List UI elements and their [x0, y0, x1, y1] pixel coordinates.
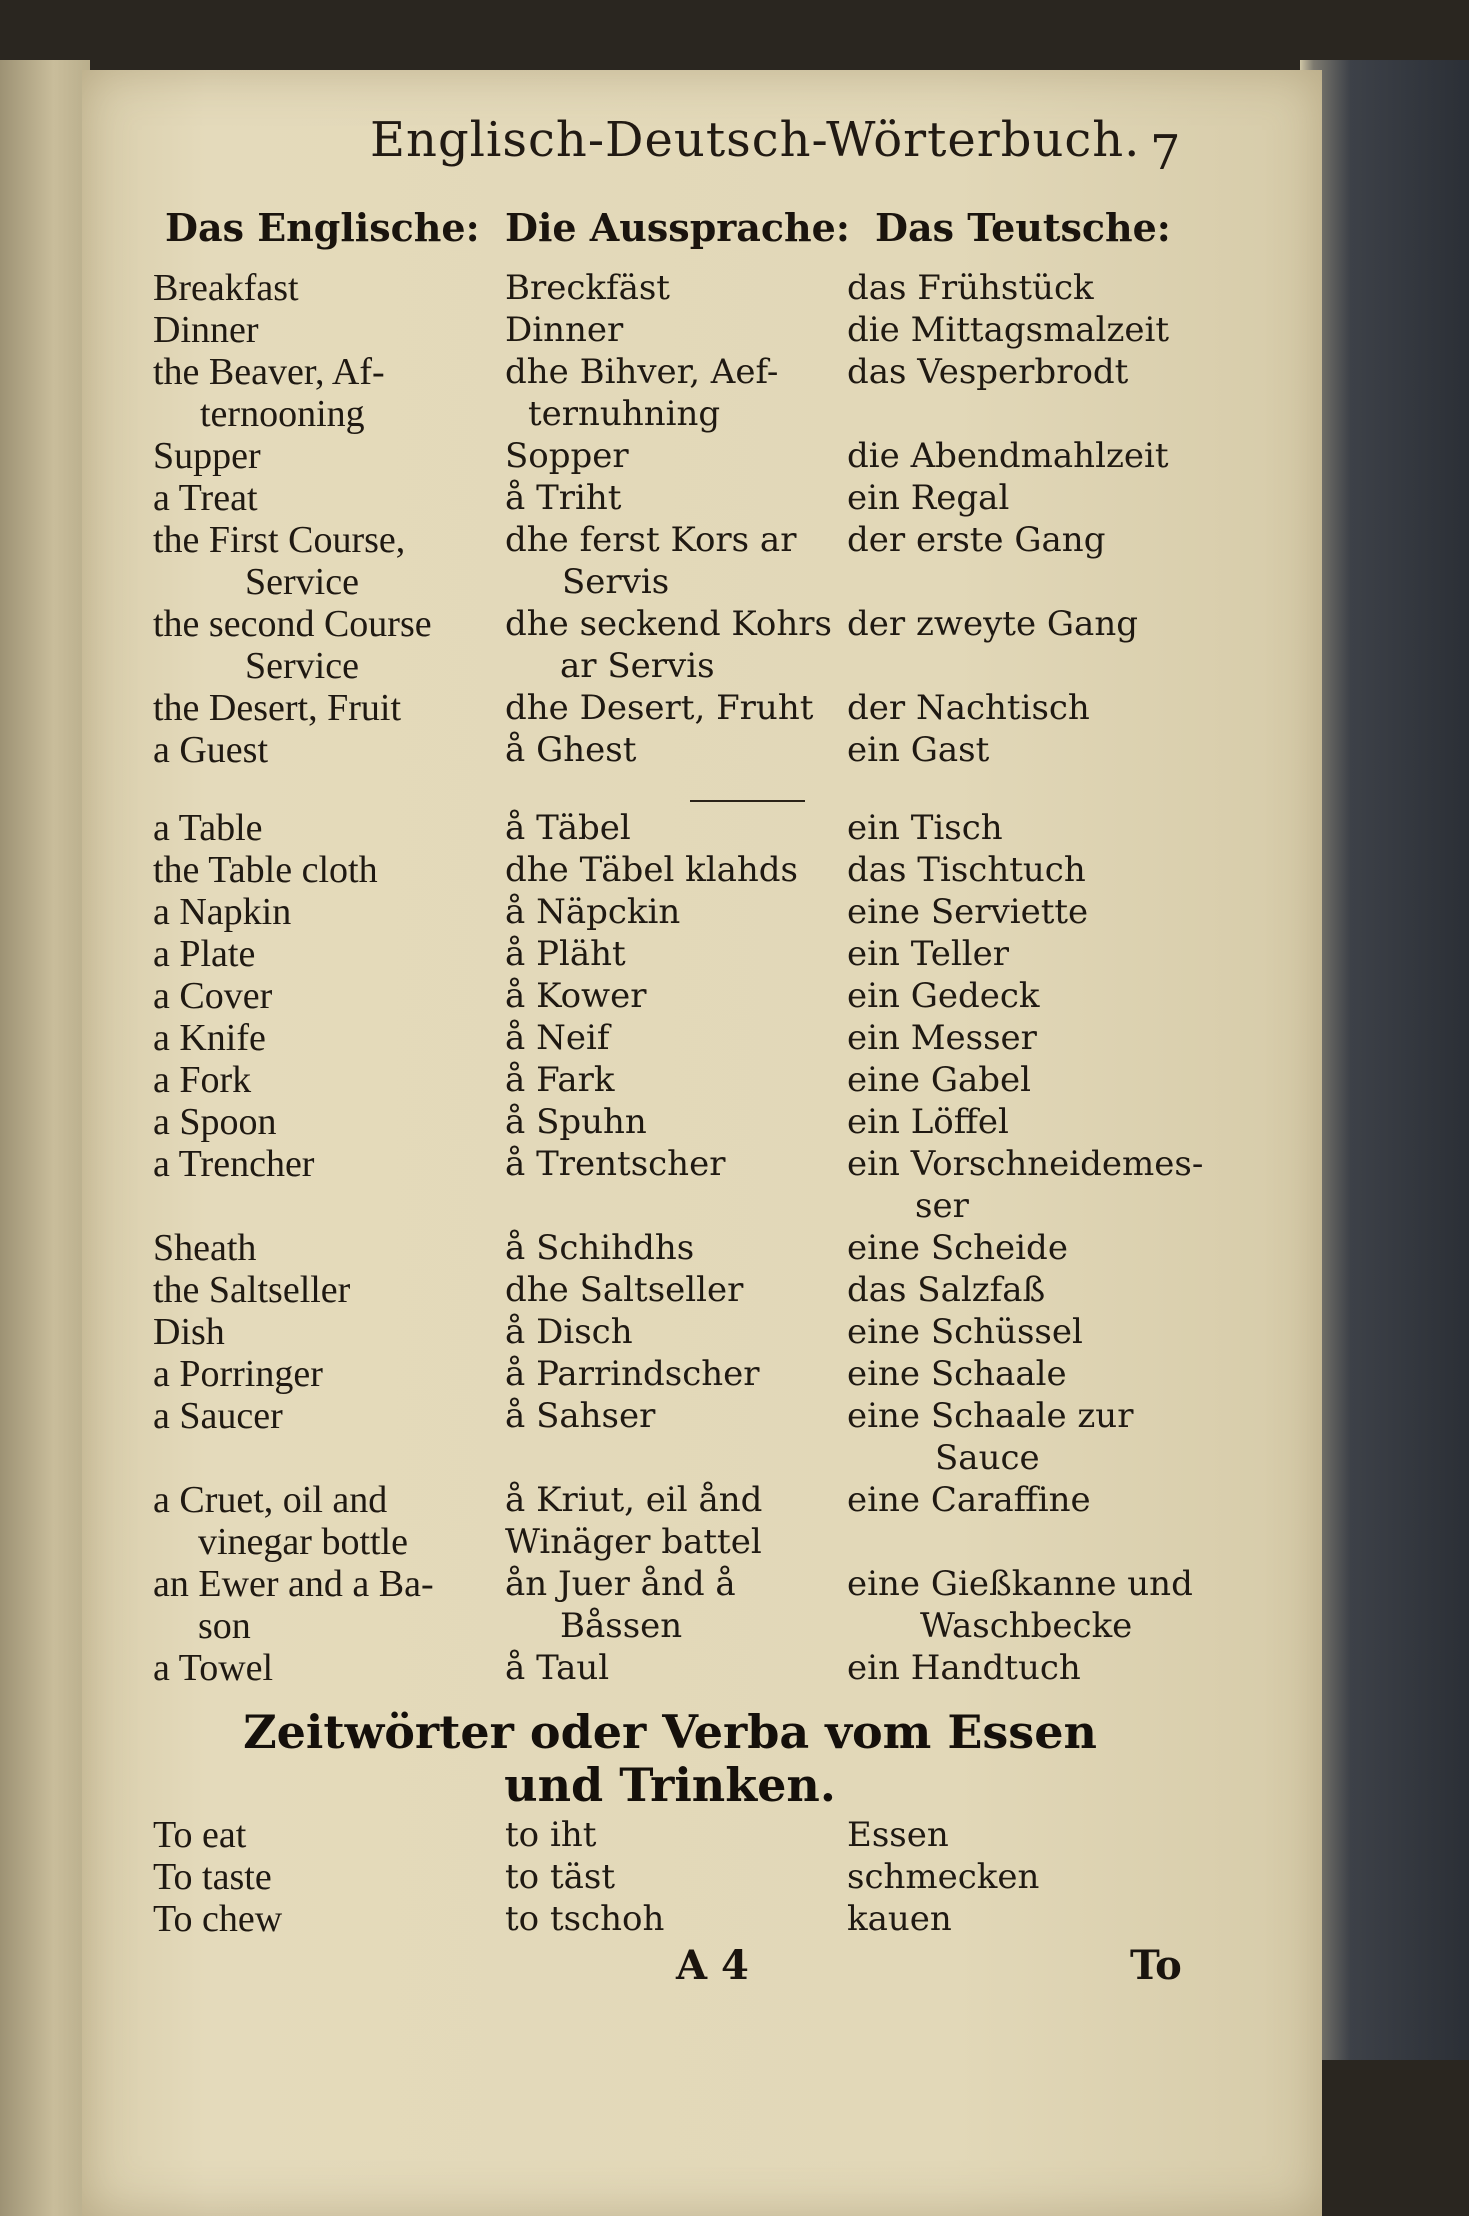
entry-pronunciation: å Sahser — [505, 1396, 656, 1436]
entry-pronunciation: dhe Täbel klahds — [505, 850, 798, 890]
entry-english: a Table — [153, 807, 263, 849]
entry-pronunciation: å Näpckin — [505, 892, 681, 932]
entry-english: the Beaver, Af- — [153, 351, 385, 393]
entry-english: a Porringer — [153, 1353, 323, 1395]
entry-german: das Salzfaß — [847, 1270, 1046, 1310]
entry-pronunciation: å Neif — [505, 1018, 610, 1058]
previous-page-edge — [0, 60, 90, 2216]
entry-pronunciation: å Pläht — [505, 934, 626, 974]
entry-pronunciation: å Taul — [505, 1648, 610, 1688]
entry-pronunciation: ån Juer ånd å — [505, 1564, 736, 1604]
column-head-pronunciation: Die Aussprache: — [505, 205, 850, 250]
book-cover-edge — [1300, 60, 1469, 2060]
entry-english: a Cruet, oil and — [153, 1479, 388, 1521]
entry-german: die Abendmahlzeit — [847, 436, 1169, 476]
entry-german: eine Schüssel — [847, 1312, 1083, 1352]
entry-pronunciation: ar Servis — [560, 646, 715, 686]
signature-mark: A 4 — [676, 1942, 749, 1989]
entry-english: son — [198, 1605, 251, 1647]
entry-german: eine Schaale zur — [847, 1396, 1134, 1436]
entry-german: ein Tisch — [847, 808, 1003, 848]
verb-german: schmecken — [847, 1857, 1040, 1897]
entry-english: the Saltseller — [153, 1269, 351, 1311]
entry-german: der erste Gang — [847, 520, 1106, 560]
entry-pronunciation: å Kower — [505, 976, 647, 1016]
entry-german: das Vesperbrodt — [847, 352, 1129, 392]
entry-pronunciation: å Triht — [505, 478, 622, 518]
entry-english: a Treat — [153, 477, 258, 519]
entry-pronunciation: Breckfäst — [505, 268, 670, 308]
entry-german: ein Löffel — [847, 1102, 1009, 1142]
section-title-line2: und Trinken. — [504, 1758, 836, 1812]
entry-pronunciation: ternuhning — [528, 394, 721, 434]
entry-pronunciation: dhe ferst Kors ar — [505, 520, 797, 560]
verb-pronunciation: to tschoh — [505, 1899, 665, 1939]
entry-german: ein Messer — [847, 1018, 1037, 1058]
entry-english: the second Course — [153, 603, 432, 645]
entry-english: the Desert, Fruit — [153, 687, 402, 729]
entry-pronunciation: dhe seckend Kohrs — [505, 604, 832, 644]
entry-german: Waschbecke — [920, 1606, 1133, 1646]
catchword: To — [1130, 1942, 1182, 1989]
verb-english: To chew — [153, 1898, 283, 1940]
entry-pronunciation: Dinner — [505, 310, 624, 350]
entry-english: the Table cloth — [153, 849, 378, 891]
entry-english: Supper — [153, 435, 261, 477]
entry-english: a Towel — [153, 1647, 274, 1689]
verb-pronunciation: to iht — [505, 1815, 597, 1855]
verb-german: Essen — [847, 1815, 949, 1855]
entry-pronunciation: å Fark — [505, 1060, 615, 1100]
entry-pronunciation: å Spuhn — [505, 1102, 647, 1142]
page-number: 7 — [1150, 125, 1181, 181]
entry-pronunciation: å Ghest — [505, 730, 637, 770]
entry-pronunciation: Båssen — [560, 1606, 683, 1646]
entry-english: a Fork — [153, 1059, 252, 1101]
entry-english: a Knife — [153, 1017, 266, 1059]
entry-pronunciation: å Täbel — [505, 808, 631, 848]
entry-german: die Mittagsmalzeit — [847, 310, 1170, 350]
entry-german: Sauce — [935, 1438, 1040, 1478]
entry-english: Dinner — [153, 309, 259, 351]
entry-german: ein Teller — [847, 934, 1009, 974]
entry-german: eine Gabel — [847, 1060, 1032, 1100]
entry-english: a Saucer — [153, 1395, 283, 1437]
entry-pronunciation: Sopper — [505, 436, 629, 476]
entry-english: Sheath — [153, 1227, 257, 1269]
entry-english: an Ewer and a Ba- — [153, 1563, 434, 1605]
column-head-german: Das Teutsche: — [875, 205, 1171, 250]
entry-pronunciation: Winäger battel — [505, 1522, 762, 1562]
entry-german: eine Caraffine — [847, 1480, 1091, 1520]
column-head-english: Das Englische: — [165, 205, 480, 250]
entry-english: the First Course, — [153, 519, 406, 561]
verb-german: kauen — [847, 1899, 952, 1939]
running-header: Englisch-Deutsch-Wörterbuch. — [370, 112, 1141, 168]
entry-german: eine Schaale — [847, 1354, 1067, 1394]
entry-english: a Cover — [153, 975, 273, 1017]
entry-english: vinegar bottle — [198, 1521, 408, 1563]
entry-english: Service — [245, 645, 359, 687]
verb-pronunciation: to täst — [505, 1857, 615, 1897]
entry-english: Breakfast — [153, 267, 299, 309]
entry-german: ein Gast — [847, 730, 990, 770]
section-title-line1: Zeitwörter oder Verba vom Essen — [243, 1705, 1097, 1759]
verb-english: To taste — [153, 1856, 272, 1898]
entry-german: ser — [915, 1186, 969, 1226]
entry-english: a Spoon — [153, 1101, 277, 1143]
entry-german: eine Serviette — [847, 892, 1089, 932]
entry-english: Service — [245, 561, 359, 603]
entry-german: eine Scheide — [847, 1228, 1068, 1268]
entry-pronunciation: dhe Bihver, Aef- — [505, 352, 779, 392]
entry-pronunciation: dhe Desert, Fruht — [505, 688, 814, 728]
entry-english: ternooning — [200, 393, 365, 435]
entry-german: der Nachtisch — [847, 688, 1090, 728]
entry-german: ein Gedeck — [847, 976, 1040, 1016]
verb-english: To eat — [153, 1814, 247, 1856]
entry-german: ein Vorschneidemes- — [847, 1144, 1204, 1184]
entry-german: eine Gießkanne und — [847, 1564, 1193, 1604]
entry-english: a Guest — [153, 729, 269, 771]
entry-german: der zweyte Gang — [847, 604, 1138, 644]
entry-pronunciation: å Schihdhs — [505, 1228, 695, 1268]
entry-pronunciation: Servis — [562, 562, 670, 602]
entry-german: ein Handtuch — [847, 1648, 1081, 1688]
entry-english: Dish — [153, 1311, 225, 1353]
entry-german: ein Regal — [847, 478, 1010, 518]
entry-german: das Frühstück — [847, 268, 1094, 308]
entry-english: a Trencher — [153, 1143, 315, 1185]
entry-pronunciation: å Parrindscher — [505, 1354, 760, 1394]
entry-pronunciation: å Disch — [505, 1312, 633, 1352]
entry-english: a Napkin — [153, 891, 292, 933]
entry-english: a Plate — [153, 933, 256, 975]
section-divider — [690, 800, 805, 802]
entry-pronunciation: å Kriut, eil ånd — [505, 1480, 763, 1520]
entry-german: das Tischtuch — [847, 850, 1086, 890]
entry-pronunciation: dhe Saltseller — [505, 1270, 744, 1310]
entry-pronunciation: å Trentscher — [505, 1144, 726, 1184]
